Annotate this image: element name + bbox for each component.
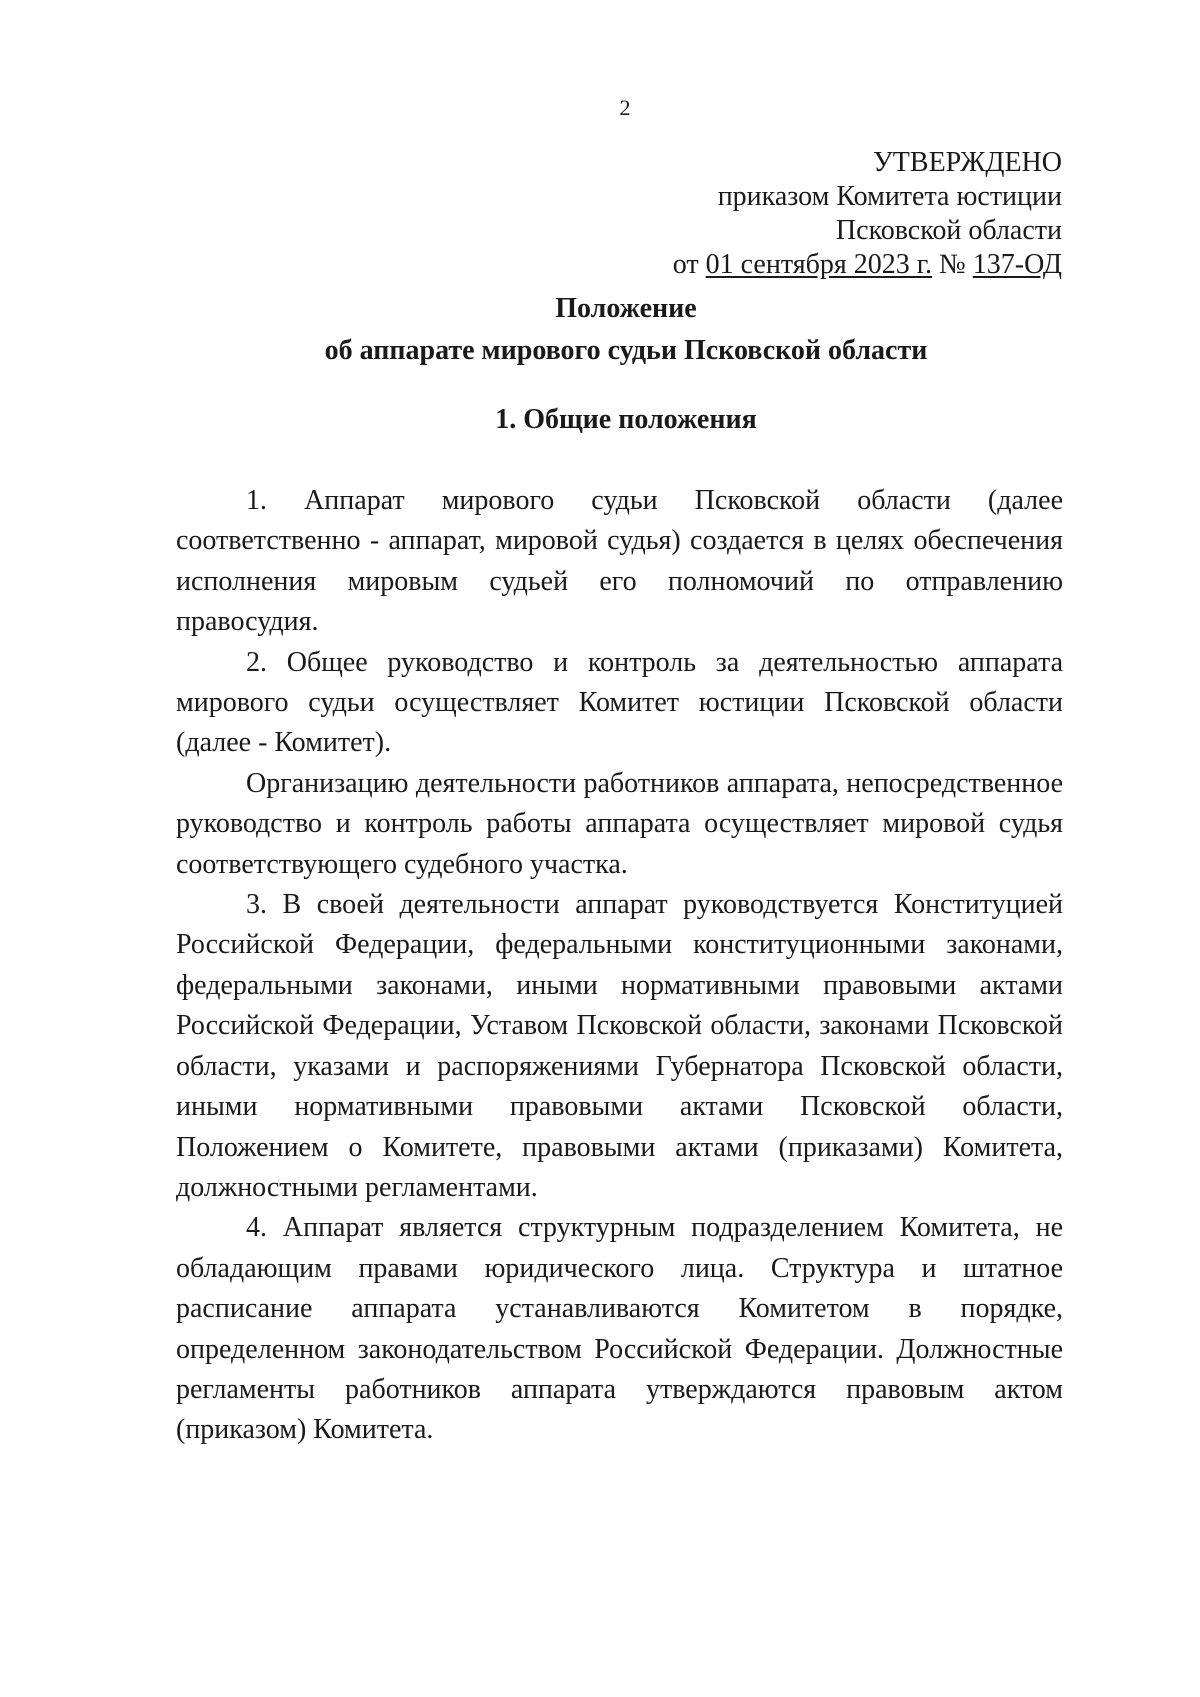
document-title bbox=[0, 288, 1200, 372]
paragraph-1: 1. Аппарат мирового судьи Псковской области (далее соответственно - аппарат, мировой судья) создается в целях обеспечения исполнения мировым судьей его полномочий по отправлению правосудия. bbox=[176, 485, 1063, 638]
document-title-line-2: об аппарате мирового судьи Псковской области bbox=[324, 335, 928, 366]
approval-stamp bbox=[673, 146, 1062, 282]
paragraph-4: 4. Аппарат является структурным подразделением Комитета, не обладающим правами юридического лица. Структура и штатное расписание аппарата устанавливаются Комитетом в порядке, определенном законодательством Российской Федерации. Должностные регламенты работников аппарата утверждаются правовым актом (приказом) Комитета. bbox=[176, 1212, 1063, 1446]
approval-number: 137-ОД bbox=[972, 249, 1062, 280]
approval-date-line bbox=[673, 248, 1062, 282]
approval-date-prefix: от bbox=[672, 249, 706, 280]
paragraph-2: 2. Общее руководство и контроль за деятельностью аппарата мирового судьи осуществляет Комитет юстиции Псковской области (далее - Комитет). bbox=[176, 646, 1063, 759]
document-body bbox=[176, 481, 1063, 1451]
paragraph-3: 3. В своей деятельности аппарат руководствуется Конституцией Российской Федерации, федеральными конституционными законами, федеральными законами, иными нормативными правовыми актами Российской Федерации, Уставом Псковской области, законами Псковской области, указами и распоряжениями Губернатора Псковской области, иными нормативными правовыми актами Псковской области, Положением о Комитете, правовыми актами (приказами) Комитета, должностными регламентами. bbox=[176, 889, 1063, 1203]
approval-line-3: Псковской области bbox=[835, 215, 1062, 246]
document-title-line-1: Положение bbox=[555, 293, 697, 324]
approval-number-prefix: № bbox=[932, 249, 973, 280]
approval-line-1: УТВЕРЖДЕНО bbox=[872, 147, 1062, 178]
approval-date: 01 сентября 2023 г. bbox=[705, 249, 933, 280]
page-number: 2 bbox=[619, 95, 631, 120]
paragraph-2-continuation: Организацию деятельности работников аппарата, непосредственное руководство и контроль работы аппарата осуществляет мировой судья соответствующего судебного участка. bbox=[176, 767, 1063, 880]
section-heading: 1. Общие положения bbox=[495, 404, 757, 435]
approval-line-2: приказом Комитета юстиции bbox=[717, 181, 1062, 212]
